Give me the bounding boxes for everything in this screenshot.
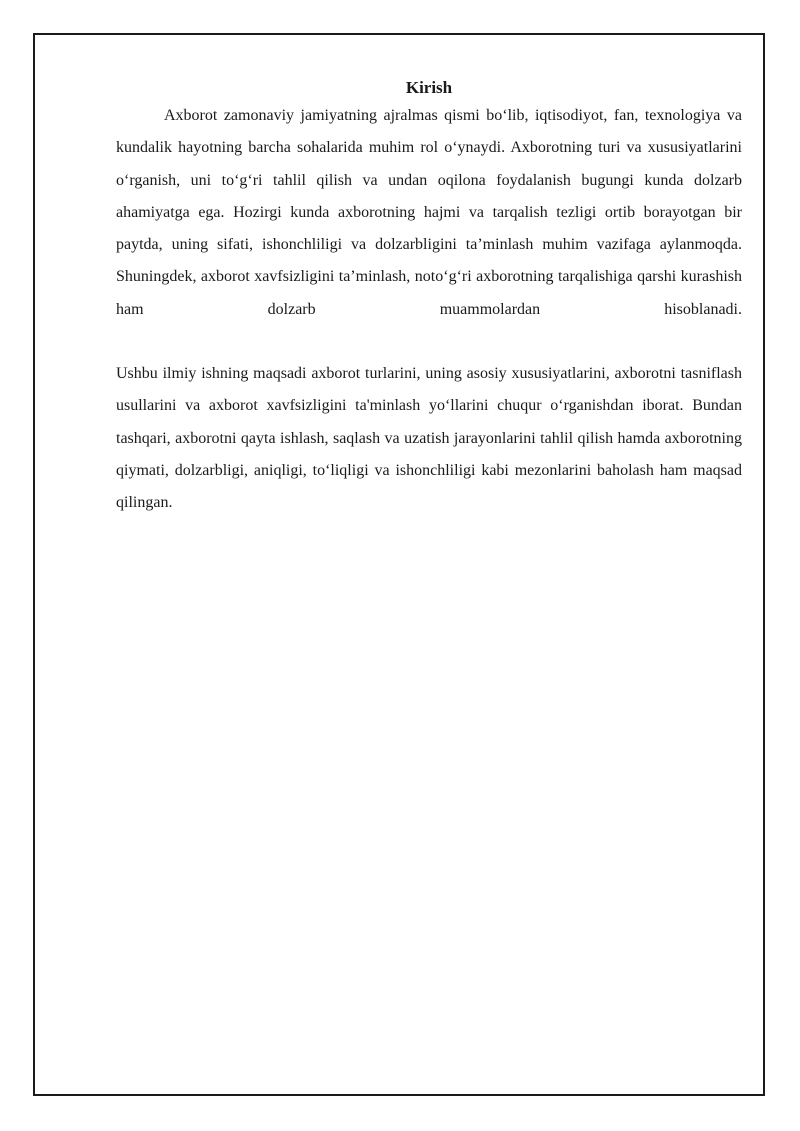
- section-title: Kirish: [405, 78, 453, 97]
- goal-paragraph: Ushbu ilmiy ishning maqsadi axborot turlarini, uning asosiy xususiyatlarini, axborotni tasniflash usullarini va axborot xavfsizligini ta'minlash yo‘llarini chuqur o‘rganishdan iborat. Bundan tashqari, axborotni qayta ishlash, saqlash va uzatish jarayonlarini tahlil qilish hamda axborotning qiymati, dolzarbligi, aniqligi, to‘liqligi va ishonchliligi kabi mezonlarini baholash ham maqsad qilingan.: [116, 365, 742, 512]
- paragraph-spacer: [116, 326, 742, 358]
- intro-paragraph: Axborot zamonaviy jamiyatning ajralmas qismi bo‘lib, iqtisodiyot, fan, texnologiya va kundalik hayotning barcha sohalarida muhim rol o‘ynaydi. Axborotning turi va xususiyatlarini o‘rganish, uni to‘g‘ri tahlil qilish va undan oqilona foydalanish bugungi kunda dolzarb ahamiyatga ega. Hozirgi kunda axborotning hajmi va tarqalish tezligi ortib borayotgan bir paytda, uning sifati, ishonchliligi va dolzarbligini ta’minlash muhim vazifaga aylanmoqda. Shuningdek, axborot xavfsizligini ta’minlash, noto‘g‘ri axborotning tarqalishiga qarshi kurashish ham dolzarb muammolardan hisoblanadi.: [116, 107, 742, 318]
- document-body: [116, 76, 742, 520]
